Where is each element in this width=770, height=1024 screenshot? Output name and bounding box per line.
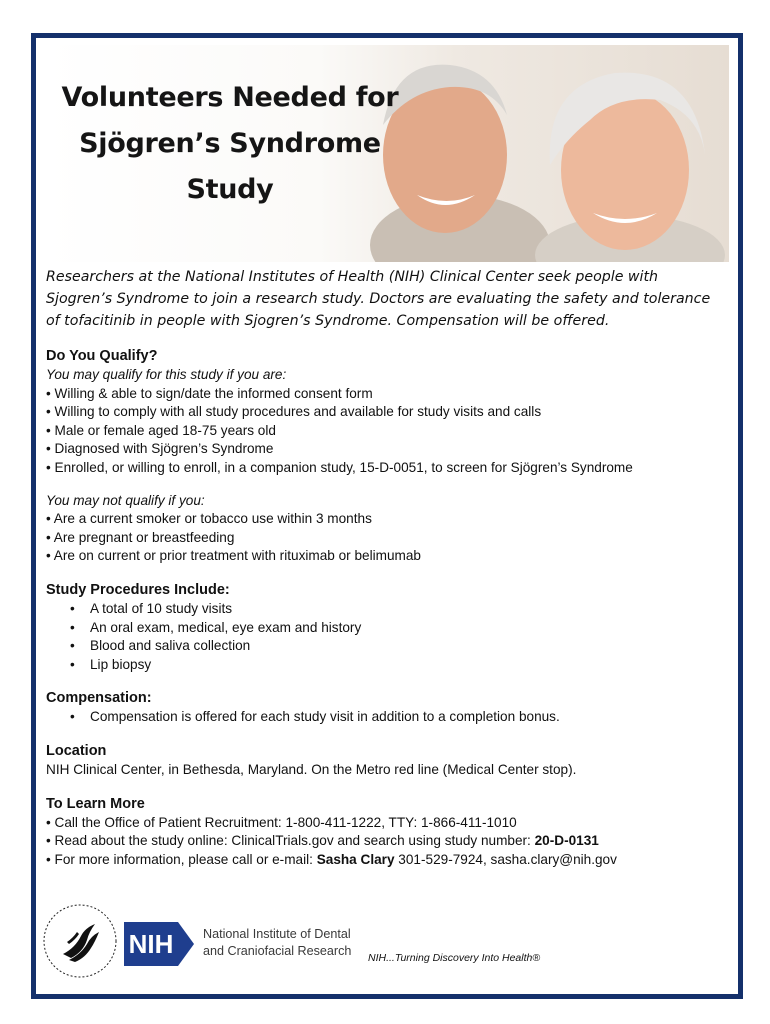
- learn-more-call: • Call the Office of Patient Recruitment: 1-800-411-1222, TTY: 1-866-411-1010: [46, 814, 517, 830]
- may-item: • Willing to comply with all study procedures and available for study visits and calls: [46, 404, 542, 420]
- may-item: • Diagnosed with Sjögren’s Syndrome: [46, 441, 274, 457]
- nih-tagline: NIH...Turning Discovery Into Health®: [368, 952, 541, 964]
- learn-more-online: • Read about the study online: ClinicalTrials.gov and search using study number: 20-D-0131: [46, 833, 599, 849]
- may-item: • Enrolled, or willing to enroll, in a companion study, 15-D-0051, to screen for Sjögren’s Syndrome: [46, 459, 633, 475]
- may-not-item: • Are on current or prior treatment with rituximab or belimumab: [46, 548, 421, 564]
- procedures-list: [46, 600, 726, 674]
- nih-logo: NIH: [124, 922, 178, 966]
- may-item: • Willing & able to sign/date the informed consent form: [46, 385, 373, 401]
- may-not-qualify-label: You may not qualify if you:: [46, 492, 205, 508]
- flyer-title: [45, 75, 415, 213]
- location-heading: Location: [46, 742, 107, 759]
- qualify-heading: Do You Qualify?: [46, 348, 158, 364]
- intro-paragraph: Researchers at the National Institutes of Health (NIH) Clinical Center seek people with Sjogren’s Syndrome to join a research study. Doctors are evaluating the safety and tolerance of tofacitinib in people with Sjogren’s Syndrome. Compensation will be offered.: [46, 269, 711, 329]
- institute-name: National Institute of Dental and Craniofacial Research: [203, 927, 352, 958]
- flyer-content: [46, 346, 726, 869]
- may-item: • Male or female aged 18-75 years old: [46, 422, 276, 438]
- compensation-heading: Compensation:: [46, 690, 152, 707]
- compensation-list: [46, 708, 726, 727]
- title-line-1: Volunteers Needed for: [61, 82, 399, 113]
- flyer-frame: [31, 33, 743, 999]
- procedures-heading: Study Procedures Include:: [46, 581, 230, 598]
- title-line-2: Sjögren’s Syndrome: [79, 128, 381, 159]
- may-not-item: • Are a current smoker or tobacco use within 3 months: [46, 511, 372, 527]
- study-number: 20-D-0131: [534, 833, 599, 849]
- location-text: NIH Clinical Center, in Bethesda, Maryland. On the Metro red line (Medical Center stop).: [46, 761, 577, 777]
- may-not-item: • Are pregnant or breastfeeding: [46, 529, 235, 545]
- procedure-item: • Blood and saliva collection: [70, 637, 726, 656]
- may-qualify-label: You may qualify for this study if you are:: [46, 367, 287, 382]
- procedure-item: • A total of 10 study visits: [70, 600, 726, 619]
- contact-name: Sasha Clary: [316, 851, 395, 867]
- compensation-item: • Compensation is offered for each study visit in addition to a completion bonus.: [70, 708, 726, 727]
- footer: [36, 898, 738, 994]
- nih-logo-arrow: [178, 922, 194, 966]
- hhs-seal-icon: [41, 902, 119, 980]
- procedure-item: • An oral exam, medical, eye exam and history: [70, 619, 726, 638]
- hero-banner: [45, 45, 729, 262]
- procedure-item: • Lip biopsy: [70, 656, 726, 675]
- learn-more-heading: To Learn More: [46, 795, 145, 812]
- title-line-3: Study: [186, 174, 274, 205]
- learn-more-contact: • For more information, please call or e-mail: Sasha Clary 301-529-7924, sasha.clary@nih.gov: [46, 851, 617, 867]
